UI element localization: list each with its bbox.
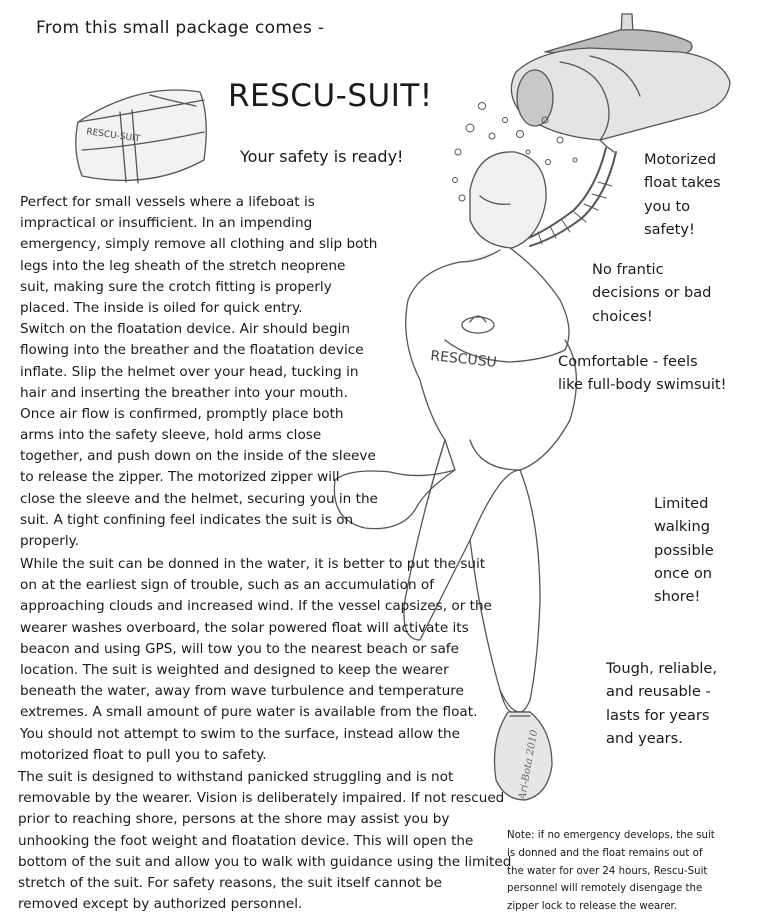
callout-line: Motorized <box>644 151 717 168</box>
note-line: Note: if no emergency develops, the suit <box>507 830 715 841</box>
text-line: beneath the water, away from wave turbulence and temperature <box>20 683 464 700</box>
text-line: The suit is designed to withstand panicked struggling and is not <box>18 769 454 785</box>
text-line: inflate. Slip the helmet over your head, tucking in <box>20 363 359 380</box>
text-line: placed. The inside is oiled for quick entry. <box>20 299 303 316</box>
note-line: zipper lock to release the wearer. <box>507 901 677 913</box>
text-line: approaching clouds and increased wind. If the vessel capsizes, or the <box>20 598 492 615</box>
text-line: legs into the leg sheath of the stretch neoprene <box>20 257 346 274</box>
note-line: personnel will remotely disengage the <box>507 883 703 895</box>
text-line: suit, making sure the crotch fitting is properly <box>20 278 332 295</box>
text-line: bottom of the suit and allow you to walk with guidance using the limited <box>18 853 512 870</box>
text-line: emergency, simply remove all clothing and slip both <box>20 236 378 253</box>
subtitle: Your safety is ready! <box>240 147 404 166</box>
text-line: stretch of the suit. For safety reasons, the suit itself cannot be <box>18 874 443 891</box>
text-line: beacon and using GPS, will tow you to the nearest beach or safe <box>20 640 459 657</box>
text-line: arms into the safety sleeve, hold arms close <box>20 427 322 444</box>
callout-line: possible <box>654 541 714 559</box>
text-line: wearer washes overboard, the solar powered float will activate its <box>20 619 469 636</box>
callout-motorized-float <box>644 148 721 241</box>
text-line: to release the zipper. The motorized zipper will <box>20 469 340 486</box>
float-drawing <box>511 14 730 152</box>
text-line: motorized float to pull you to safety. <box>20 746 267 763</box>
text-line: removable by the wearer. Vision is deliberately impaired. If not rescued <box>18 790 505 807</box>
footnote <box>507 827 715 916</box>
paragraph-operation <box>20 554 492 766</box>
text-line: prior to reaching shore, persons at the shore may assist you by <box>18 811 450 828</box>
text-line: on at the earliest sign of trouble, such as an accumulation of <box>20 577 435 594</box>
callout-line: No frantic <box>592 261 664 278</box>
suit-chest-label: RESCUSU <box>429 348 498 371</box>
text-line: unhooking the foot weight and floatation device. This will open the <box>18 832 474 849</box>
text-line: together, and push down on the inside of the sleeve <box>20 448 376 465</box>
callout-limited-walking <box>654 492 714 608</box>
artist-signature: Ari-Bota 2010 <box>517 729 541 801</box>
callout-line: Limited <box>654 495 709 512</box>
callout-line: walking <box>654 518 710 536</box>
callout-comfortable <box>558 350 726 397</box>
callout-line: decisions or bad <box>592 284 712 302</box>
callout-line: and reusable - <box>606 683 711 701</box>
callout-line: Comfortable - feels <box>558 353 698 370</box>
text-line: removed except by authorized personnel. <box>18 896 303 913</box>
callout-line: choices! <box>592 307 653 325</box>
callout-line: float takes <box>644 174 721 192</box>
callout-line: once on <box>654 564 712 582</box>
callout-line: like full-body swimsuit! <box>558 376 727 394</box>
callout-line: lasts for years <box>606 706 710 724</box>
callout-line: Tough, reliable, <box>606 660 718 677</box>
tagline: From this small package comes - <box>36 18 325 38</box>
callout-no-decisions <box>592 258 711 328</box>
callout-tough-reliable <box>606 657 717 750</box>
text-line: hair and inserting the breather into your mouth. <box>20 384 348 401</box>
note-line: the water for over 24 hours, Rescu-Suit <box>507 865 708 877</box>
text-line: suit. A tight confining feel indicates the suit is on <box>20 511 354 528</box>
paragraph-safety <box>18 767 511 915</box>
text-line: Switch on the floatation device. Air should begin <box>20 321 351 338</box>
text-line: location. The suit is weighted and designed to keep the wearer <box>20 661 449 678</box>
callout-line: safety! <box>644 220 695 238</box>
text-line: While the suit can be donned in the water, it is better to put the suit <box>20 556 486 572</box>
text-line: flowing into the breather and the floatation device <box>20 342 364 359</box>
text-line: properly. <box>20 533 80 549</box>
note-line: is donned and the float remains out of <box>507 847 703 859</box>
text-line: You should not attempt to swim to the surface, instead allow the <box>20 725 460 742</box>
page-title: RESCU-SUIT! <box>228 78 433 114</box>
text-line: close the sleeve and the helmet, securing you in the <box>20 490 378 507</box>
callout-line: shore! <box>654 588 701 606</box>
text-line: Once air flow is confirmed, promptly place both <box>20 405 344 422</box>
package-label: RESCU-SUIT <box>85 127 141 145</box>
paragraph-instructions <box>20 192 378 552</box>
text-line: Perfect for small vessels where a lifeboat is <box>20 194 315 210</box>
callout-line: and years. <box>606 729 683 747</box>
text-line: impractical or insufficient. In an impending <box>20 215 313 232</box>
callout-line: you to <box>644 197 691 215</box>
text-line: extremes. A small amount of pure water is available from the float. <box>20 704 478 721</box>
